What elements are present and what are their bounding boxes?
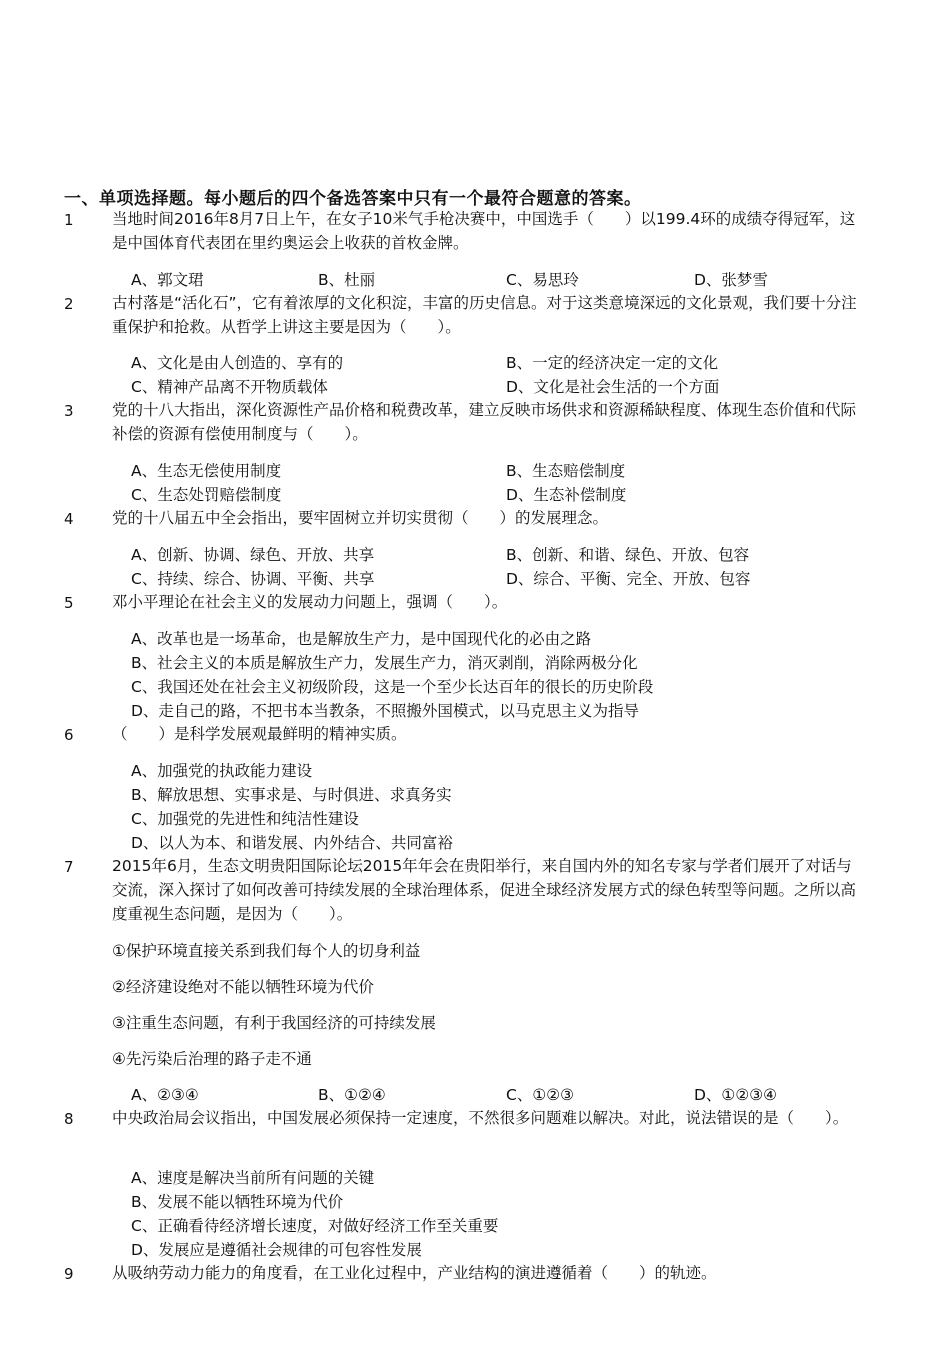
option-b: B、社会主义的本质是解放生产力，发展生产力，消灭剥削，消除两极分化 [131, 654, 638, 672]
statement-item: ②经济建设绝对不能以牺牲环境为代价 [112, 978, 374, 996]
option-b: B、发展不能以牺牲环境为代价 [131, 1193, 344, 1211]
option-c: C、易思玲 [506, 271, 579, 289]
option-c: C、我国还处在社会主义初级阶段，这是一个至少长达百年的很长的历史阶段 [131, 678, 654, 696]
question-number: 3 [64, 402, 74, 420]
option-d: D、文化是社会生活的一个方面 [506, 378, 720, 396]
question-stem: 党的十八大指出，深化资源性产品价格和税费改革，建立反映市场供求和资源稀缺程度、体现生态价值和代际补偿的资源有偿使用制度与（ ）。 [112, 401, 857, 443]
option-a: A、②③④ [131, 1086, 199, 1104]
question-stem: 从吸纳劳动力能力的角度看，在工业化过程中，产业结构的演进遵循着（ ）的轨迹。 [112, 1264, 717, 1282]
question-stem: 邓小平理论在社会主义的发展动力问题上，强调（ ）。 [112, 593, 508, 611]
option-b: B、①②④ [318, 1086, 386, 1104]
section-title: 一、单项选择题。每小题后的四个备选答案中只有一个最符合题意的答案。 [64, 189, 642, 209]
question-stem: 当地时间2016年8月7日上午，在女子10米气手枪决赛中，中国选手（ ）以199.4环的成绩夺得冠军，这是中国体育代表团在里约奥运会上收获的首枚金牌。 [112, 210, 856, 252]
option-d: D、综合、平衡、完全、开放、包容 [506, 570, 751, 588]
question-stem: 古村落是“活化石”，它有着浓厚的文化积淀，丰富的历史信息。对于这类意境深远的文化景观，我们要十分注重保护和抢救。从哲学上讲这主要是因为（ ）。 [112, 294, 857, 336]
option-d: D、发展应是遵循社会规律的可包容性发展 [131, 1241, 422, 1259]
statement-item: ③注重生态问题，有利于我国经济的可持续发展 [112, 1014, 436, 1032]
option-c: C、正确看待经济增长速度，对做好经济工作至关重要 [131, 1217, 499, 1235]
option-a: A、创新、协调、绿色、开放、共享 [131, 546, 375, 564]
option-b: B、解放思想、实事求是、与时俱进、求真务实 [131, 786, 452, 804]
question-number: 9 [64, 1265, 74, 1283]
question-stem: 中央政治局会议指出，中国发展必须保持一定速度，不然很多问题难以解决。对此，说法错误的是（ ）。 [112, 1109, 849, 1127]
option-c: C、加强党的先进性和纯洁性建设 [131, 810, 359, 828]
option-c: C、①②③ [506, 1086, 575, 1104]
question-stem: 2015年6月，生态文明贵阳国际论坛2015年年会在贵阳举行，来自国内外的知名专家与学者们展开了对话与交流，深入探讨了如何改善可持续发展的全球治理体系，促进全球经济发展方式的绿色转型等问题。之所以高度重视生态问题，是因为（ ）。 [112, 857, 857, 923]
question-number: 8 [64, 1110, 74, 1128]
option-b: B、杜丽 [318, 271, 376, 289]
option-b: B、生态赔偿制度 [506, 462, 626, 480]
question-number: 1 [64, 211, 74, 229]
statement-item: ④先污染后治理的路子走不通 [112, 1050, 312, 1068]
question-stem: 党的十八届五中全会指出，要牢固树立并切实贯彻（ ）的发展理念。 [112, 509, 609, 527]
option-d: D、张梦雪 [694, 271, 768, 289]
option-c: C、精神产品离不开物质载体 [131, 378, 328, 396]
question-stem: （ ）是科学发展观最鲜明的精神实质。 [112, 725, 407, 743]
option-b: B、一定的经济决定一定的文化 [506, 354, 719, 372]
question-number: 5 [64, 594, 74, 612]
option-d: D、①②③④ [694, 1086, 778, 1104]
option-c: C、生态处罚赔偿制度 [131, 486, 282, 504]
option-a: A、速度是解决当前所有问题的关键 [131, 1169, 375, 1187]
option-a: A、郭文珺 [131, 271, 204, 289]
option-a: A、改革也是一场革命，也是解放生产力，是中国现代化的必由之路 [131, 630, 592, 648]
statement-item: ①保护环境直接关系到我们每个人的切身利益 [112, 942, 421, 960]
option-d: D、走自己的路，不把书本当教条，不照搬外国模式，以马克思主义为指导 [131, 702, 639, 720]
option-c: C、持续、综合、协调、平衡、共享 [131, 570, 375, 588]
option-b: B、创新、和谐、绿色、开放、包容 [506, 546, 750, 564]
option-a: A、生态无偿使用制度 [131, 462, 282, 480]
question-number: 7 [64, 858, 74, 876]
option-a: A、加强党的执政能力建设 [131, 762, 313, 780]
option-d: D、以人为本、和谐发展、内外结合、共同富裕 [131, 834, 453, 852]
question-number: 4 [64, 510, 74, 528]
option-d: D、生态补偿制度 [506, 486, 627, 504]
option-a: A、文化是由人创造的、享有的 [131, 354, 344, 372]
question-number: 2 [64, 295, 74, 313]
question-number: 6 [64, 726, 74, 744]
